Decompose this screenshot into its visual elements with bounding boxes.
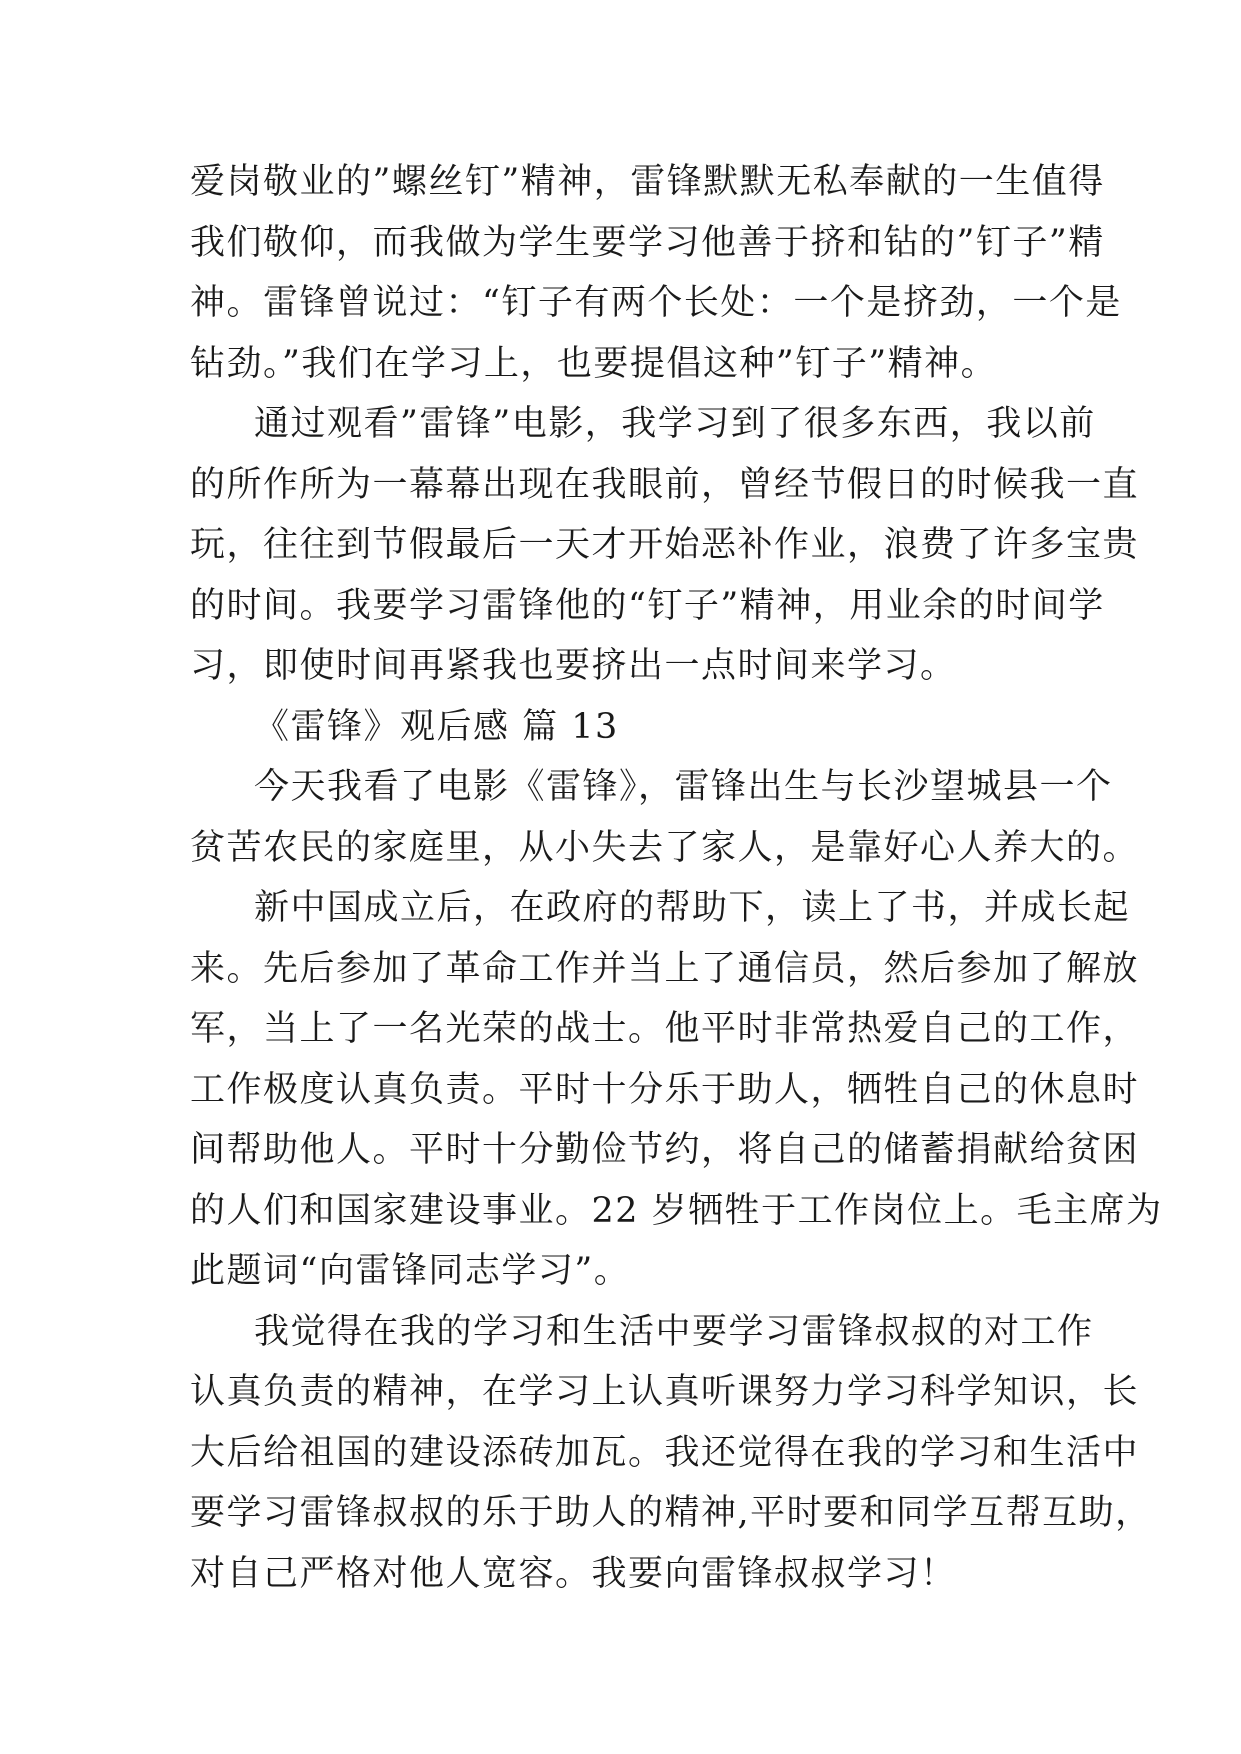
text-line: 大后给祖国的建设添砖加瓦。我还觉得在我的学习和生活中 (190, 1432, 1140, 1473)
text-line: 间帮助他人。平时十分勤俭节约，将自己的储蓄捐献给贫困 (190, 1130, 1140, 1170)
text-line: 工作极度认真负责。平时十分乐于助人，牺牲自己的休息时 (190, 1069, 1140, 1110)
text-line: 我们敬仰，而我做为学生要学习他善于挤和钻的”钉子”精 (190, 222, 1105, 263)
text-line: 军，当上了一名光荣的战士。他平时非常热爱自己的工作， (190, 1009, 1140, 1049)
text-line: 来。先后参加了革命工作并当上了通信员，然后参加了解放 (190, 948, 1140, 989)
text-line: 神。雷锋曾说过：“钉子有两个长处：一个是挤劲，一个是 (190, 283, 1122, 323)
text-line: 习，即使时间再紧我也要挤出一点时间来学习。 (190, 646, 957, 686)
text-line: 爱岗敬业的”螺丝钉”精神，雷锋默默无私奉献的一生值得 (190, 162, 1105, 202)
text-line: 钻劲。”我们在学习上，也要提倡这种”钉子”精神。 (190, 343, 998, 384)
text-line: 的所作所为一幕幕出现在我眼前，曾经节假日的时候我一直 (190, 464, 1140, 505)
paragraph-start-line: 我觉得在我的学习和生活中要学习雷锋叔叔的对工作 (254, 1311, 1094, 1352)
text-line: 贫苦农民的家庭里，从小失去了家人，是靠好心人养大的。 (190, 827, 1140, 868)
text-line: 的时间。我要学习雷锋他的“钉子”精神，用业余的时间学 (190, 585, 1105, 626)
paragraph-start-line: 新中国成立后，在政府的帮助下，读上了书，并成长起 (254, 888, 1131, 928)
text-line: 认真负责的精神，在学习上认真听课努力学习科学知识，长 (190, 1372, 1140, 1412)
text-line: 的人们和国家建设事业。22 岁牺牲于工作岗位上。毛主席为 (190, 1190, 1163, 1231)
document-body (190, 152, 1163, 1604)
section-heading: 《雷锋》观后感 篇 13 (254, 706, 619, 747)
text-line: 此题词“向雷锋同志学习”。 (190, 1251, 631, 1291)
paragraph-start-line: 今天我看了电影《雷锋》，雷锋出生与长沙望城县一个 (254, 767, 1113, 807)
text-line: 玩，往往到节假最后一天才开始恶补作业，浪费了许多宝贵 (190, 525, 1140, 565)
paragraph-start-line: 通过观看”雷锋”电影，我学习到了很多东西，我以前 (254, 404, 1096, 444)
text-line: 要学习雷锋叔叔的乐于助人的精神,平时要和同学互帮互助， (190, 1493, 1152, 1533)
text-line: 对自己严格对他人宽容。我要向雷锋叔叔学习！ (190, 1553, 957, 1594)
